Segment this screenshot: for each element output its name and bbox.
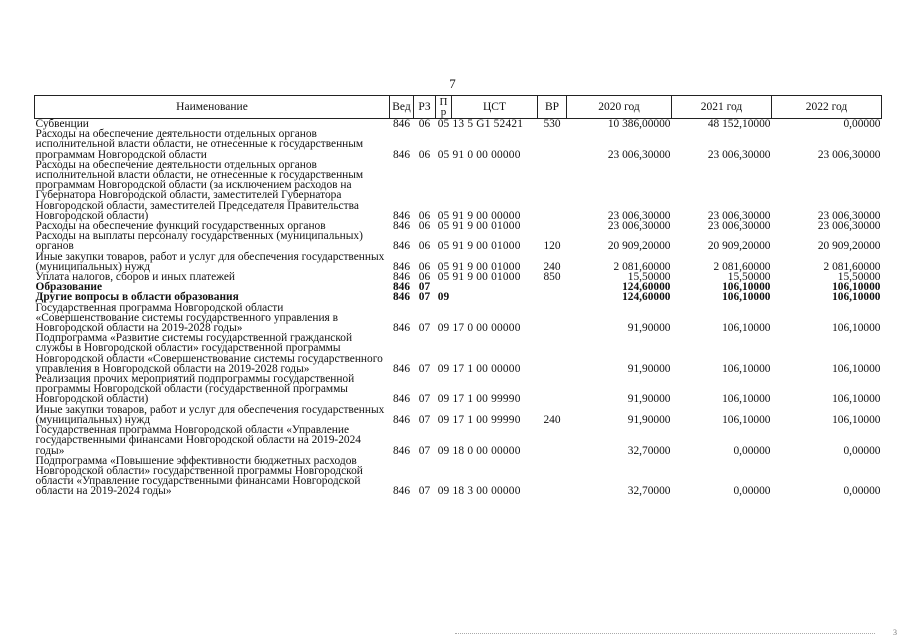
cell-pr: 05: [437, 209, 450, 222]
cell-y2020: 2 081,60000: [613, 260, 671, 273]
cell-rz: 07: [418, 281, 431, 294]
header-name: Наименование: [35, 96, 390, 119]
cell-ved: 846: [392, 362, 411, 375]
cell-pr: 09: [437, 291, 450, 304]
cell-name: Уплата налогов, сборов и иных платежей: [35, 271, 235, 284]
cell-name: Расходы на обеспечение деятельности отдельных органов исполнительной власти области, не отнесенные к государственным программам Новгородской области (за исключением расходов на Губернатора Новгородской области, заместителей Губернатора Новгородской области, заместителей Председателя Правительства Новгородской области): [35, 158, 364, 222]
cell-pr: 09: [437, 322, 450, 335]
cell-y2021: 106,10000: [722, 281, 771, 294]
cell-y2022: 0,00000: [843, 485, 881, 498]
table-row: [35, 231, 882, 251]
cell-y2022: 106,10000: [832, 281, 881, 294]
table-row: [35, 252, 882, 272]
cell-rz: 06: [418, 209, 431, 222]
cell-rz: 07: [418, 291, 431, 304]
cell-y2021: 15,50000: [727, 271, 771, 284]
cell-name: Иные закупки товаров, работ и услуг для обеспечения государственных (муниципальных) нужд: [35, 403, 385, 426]
cell-y2021: 23 006,30000: [707, 209, 771, 222]
cell-y2022: 20 909,20000: [817, 240, 881, 253]
page-number: 7: [449, 76, 456, 91]
cell-cst: 17 1 00 99990: [452, 393, 521, 406]
cell-y2020: 32,70000: [627, 444, 671, 457]
cell-y2022: 0,00000: [843, 444, 881, 457]
cell-ved: 846: [392, 220, 411, 233]
cell-y2020: 91,90000: [627, 413, 671, 426]
cell-pr: 05: [437, 220, 450, 233]
cell-y2020: 91,90000: [627, 322, 671, 335]
cell-rz: 07: [418, 393, 431, 406]
cell-cst: [452, 282, 538, 292]
header-pr: [436, 96, 452, 119]
header-rz: РЗ: [414, 96, 436, 119]
table-row: [35, 160, 882, 221]
cell-cst: 91 9 00 01000: [452, 240, 521, 253]
cell-y2022: 106,10000: [832, 291, 881, 304]
cell-pr: 09: [437, 393, 450, 406]
cell-y2020: 23 006,30000: [607, 209, 671, 222]
cell-name: Расходы на обеспечение деятельности отдельных органов исполнительной власти области, не отнесенные к государственным программам Новгородской области: [35, 128, 364, 161]
cell-y2020: 32,70000: [627, 485, 671, 498]
cell-vr: 120: [543, 240, 561, 253]
cell-ved: 846: [392, 209, 411, 222]
cell-vr: [538, 292, 567, 302]
cell-rz: 06: [418, 118, 431, 130]
header-ved: Вед: [390, 96, 414, 119]
cell-y2021: 106,10000: [722, 413, 771, 426]
cell-name: Государственная программа Новгородской области «Управление государственными финансами Новгородской области на 2019-2024 годы»: [35, 424, 361, 457]
cell-rz: 06: [418, 240, 431, 253]
cell-rz: 06: [418, 148, 431, 161]
cell-pr: 05: [437, 148, 450, 161]
budget-table: [34, 95, 882, 497]
cell-vr: [538, 425, 567, 456]
cell-cst: 91 9 00 01000: [452, 271, 521, 284]
cell-y2020: 91,90000: [627, 362, 671, 375]
cell-y2020: 23 006,30000: [607, 148, 671, 161]
cell-name: Субвенции: [35, 118, 89, 130]
cell-pr: 05: [437, 240, 450, 253]
cell-pr: 05: [437, 118, 450, 130]
cell-cst: 18 0 00 00000: [452, 444, 521, 457]
cell-rz: 07: [418, 444, 431, 457]
cell-rz: 06: [418, 260, 431, 273]
cell-vr: [538, 456, 567, 497]
corner-mark: 3: [893, 628, 897, 637]
cell-rz: 07: [418, 413, 431, 426]
cell-y2022: 0,00000: [843, 118, 881, 130]
cell-y2021: 20 909,20000: [707, 240, 771, 253]
cell-ved: 846: [392, 485, 411, 498]
cell-y2021: 2 081,60000: [713, 260, 771, 273]
cell-name: Другие вопросы в области образования: [35, 291, 239, 304]
cell-y2020: 15,50000: [627, 271, 671, 284]
cell-cst: 91 9 00 01000: [452, 260, 521, 273]
header-2020: 2020 год: [567, 96, 672, 119]
cell-pr: 05: [437, 271, 450, 284]
cell-pr: 09: [437, 362, 450, 375]
cell-cst: 91 9 00 00000: [452, 209, 521, 222]
header-vr: ВР: [538, 96, 567, 119]
cell-ved: 846: [392, 260, 411, 273]
cell-ved: 846: [392, 444, 411, 457]
table-row: [35, 333, 882, 374]
cell-rz: 06: [418, 271, 431, 284]
cell-y2020: 124,60000: [622, 281, 671, 294]
cell-rz: 07: [418, 485, 431, 498]
table-row: [35, 405, 882, 425]
cell-rz: 07: [418, 362, 431, 375]
cell-y2020: 124,60000: [622, 291, 671, 304]
cell-y2022: 106,10000: [832, 393, 881, 406]
header-2021: 2021 год: [672, 96, 772, 119]
header-2022: 2022 год: [772, 96, 882, 119]
cell-name: Расходы на выплаты персоналу государственных (муниципальных) органов: [35, 230, 363, 253]
header-pr-label: Пр: [439, 95, 448, 118]
cell-vr: 850: [543, 271, 561, 284]
table-row: [35, 303, 882, 334]
cell-cst: 17 1 00 00000: [452, 362, 521, 375]
cell-y2021: 23 006,30000: [707, 148, 771, 161]
cell-y2021: 0,00000: [733, 485, 771, 498]
cell-y2022: 106,10000: [832, 413, 881, 426]
cell-cst: [452, 292, 538, 302]
cell-cst: 13 5 G1 52421: [452, 118, 524, 130]
cell-y2022: 23 006,30000: [817, 220, 881, 233]
cell-y2022: 23 006,30000: [817, 209, 881, 222]
cell-name: Иные закупки товаров, работ и услуг для обеспечения государственных (муниципальных) нужд: [35, 250, 385, 273]
cell-cst: 17 0 00 00000: [452, 322, 521, 335]
cell-cst: 91 9 00 01000: [452, 220, 521, 233]
table-body: [35, 119, 882, 497]
cell-vr: [538, 303, 567, 334]
cell-ved: 846: [392, 118, 411, 130]
cell-y2020: 10 386,00000: [607, 118, 671, 130]
cell-vr: [538, 160, 567, 221]
cell-y2022: 106,10000: [832, 322, 881, 335]
cell-y2022: 106,10000: [832, 362, 881, 375]
cell-y2021: 0,00000: [733, 444, 771, 457]
cell-vr: 240: [543, 260, 561, 273]
table-header-row: [35, 96, 882, 119]
cell-pr: 09: [437, 413, 450, 426]
cell-rz: 07: [418, 322, 431, 335]
cell-name: Расходы на обеспечение функций государственных органов: [35, 220, 326, 233]
cell-vr: [538, 374, 567, 405]
cell-name: Государственная программа Новгородской области «Совершенствование системы государственного управления в Новгородской области на 2019-2028 годы»: [35, 301, 339, 335]
cell-name: Реализация прочих мероприятий подпрограммы государственной программы Новгородской области (государственной программы Новгородской области): [35, 373, 355, 406]
cell-ved: 846: [392, 322, 411, 335]
cell-rz: 06: [418, 220, 431, 233]
cell-ved: 846: [392, 393, 411, 406]
cell-y2021: 106,10000: [722, 322, 771, 335]
cell-y2021: 106,10000: [722, 393, 771, 406]
cell-ved: 846: [392, 291, 411, 304]
table-row: [35, 374, 882, 405]
cell-y2022: 2 081,60000: [823, 260, 881, 273]
cell-ved: 846: [392, 271, 411, 284]
cell-ved: 846: [392, 148, 411, 161]
cell-cst: 17 1 00 99990: [452, 413, 521, 426]
footer-scan-artifact: [455, 633, 875, 635]
cell-pr: 09: [437, 485, 450, 498]
cell-name: Образование: [35, 281, 103, 294]
cell-y2020: 23 006,30000: [607, 220, 671, 233]
cell-name: Подпрограмма «Повышение эффективности бюджетных расходов Новгородской области» государственной программы Новгородской области «Управление государственными финансами Новгородской области на 2019-2024 годы»: [35, 454, 363, 498]
cell-y2020: 20 909,20000: [607, 240, 671, 253]
cell-y2022: 23 006,30000: [817, 148, 881, 161]
cell-y2022: 15,50000: [837, 271, 881, 284]
cell-y2021: 48 152,10000: [707, 118, 771, 130]
table-row: [35, 456, 882, 497]
cell-pr: 05: [437, 260, 450, 273]
cell-y2020: 91,90000: [627, 393, 671, 406]
cell-ved: 846: [392, 413, 411, 426]
cell-y2021: 106,10000: [722, 291, 771, 304]
cell-vr: [538, 282, 567, 292]
cell-y2021: 23 006,30000: [707, 220, 771, 233]
cell-vr: 240: [543, 413, 561, 426]
cell-name: Подпрограмма «Развитие системы государственной гражданской службы в Новгородской области» государственной программы Новгородской области «Совершенствование системы государственного управления в Новгородской области на 2019-2028 годы»: [35, 332, 383, 375]
cell-cst: 18 3 00 00000: [452, 485, 521, 498]
cell-vr: [538, 221, 567, 231]
table-row: [35, 425, 882, 456]
table-row: [35, 129, 882, 160]
cell-cst: 91 0 00 00000: [452, 148, 521, 161]
cell-y2021: 106,10000: [722, 362, 771, 375]
cell-ved: 846: [392, 281, 411, 294]
header-cst: ЦСТ: [452, 96, 538, 119]
cell-ved: 846: [392, 240, 411, 253]
cell-vr: 530: [543, 118, 561, 130]
cell-pr: 09: [437, 444, 450, 457]
cell-vr: [538, 129, 567, 160]
cell-vr: [538, 333, 567, 374]
